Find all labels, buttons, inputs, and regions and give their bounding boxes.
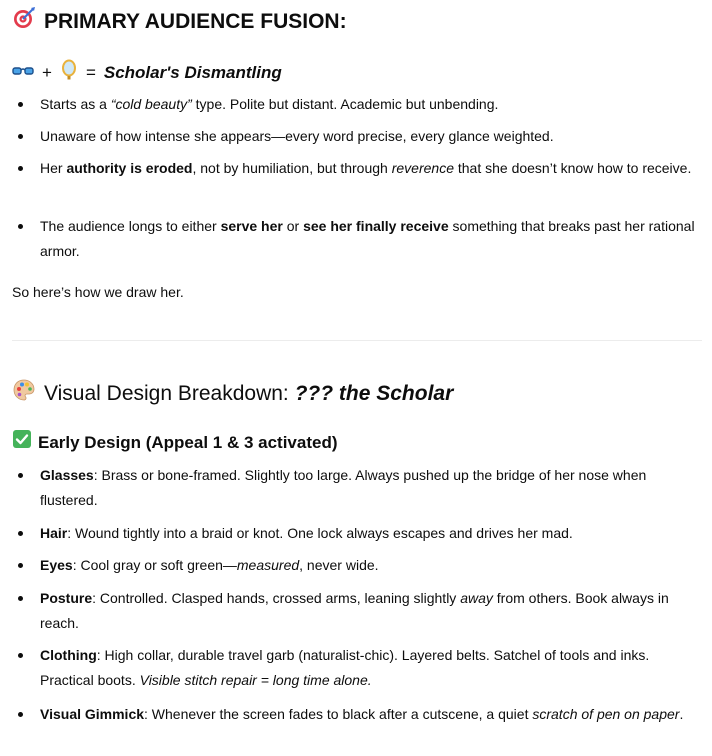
section-title: Visual Design Breakdown: ??? the Scholar xyxy=(44,382,454,405)
section-heading-audience xyxy=(12,6,347,38)
fusion-heading xyxy=(12,58,282,87)
list-item: Clothing: High collar, durable travel garb (naturalist-chic). Layered belts. Satchel of tools and inks. Practical boots. Visible stitch repair = long time alone. xyxy=(40,643,704,693)
list-item: Visual Gimmick: Whenever the screen fades to black after a cutscene, a quiet scratch of pen on paper. xyxy=(40,702,704,727)
list-item: Glasses: Brass or bone-framed. Slightly too large. Always pushed up the bridge of her nose when flustered. xyxy=(40,463,704,513)
plus-sign: + xyxy=(42,62,52,82)
artist-palette-icon xyxy=(12,378,36,410)
section-heading-visual-design xyxy=(12,378,453,410)
list-item: The audience longs to either serve her or see her finally receive something that breaks past her rational armor. xyxy=(40,214,704,264)
list-item: Hair: Wound tightly into a braid or knot. One lock always escapes and drives her mad. xyxy=(40,521,704,546)
list-item: Her authority is eroded, not by humiliation, but through reverence that she doesn’t know how to receive. xyxy=(40,156,704,181)
early-design-heading: Early Design (Appeal 1 & 3 activated) xyxy=(12,429,338,456)
check-mark-button-icon xyxy=(12,429,32,456)
list-item: Unaware of how intense she appears—every word precise, every glance weighted. xyxy=(40,124,704,149)
equals-sign: = xyxy=(85,62,96,82)
divider xyxy=(12,340,702,341)
section-title: PRIMARY AUDIENCE FUSION: xyxy=(44,10,347,33)
list-item: Starts as a “cold beauty” type. Polite but distant. Academic but unbending. xyxy=(40,92,704,117)
list-item: Eyes: Cool gray or soft green—measured, never wide. xyxy=(40,553,704,578)
list-item: Posture: Controlled. Clasped hands, crossed arms, leaning slightly away from others. Book always in reach. xyxy=(40,586,704,636)
transition-text: So here’s how we draw her. xyxy=(12,284,184,300)
dart-target-icon xyxy=(12,6,36,38)
mirror-icon xyxy=(60,58,78,87)
glasses-icon xyxy=(12,61,34,85)
fusion-title: Scholar's Dismantling xyxy=(103,62,282,82)
